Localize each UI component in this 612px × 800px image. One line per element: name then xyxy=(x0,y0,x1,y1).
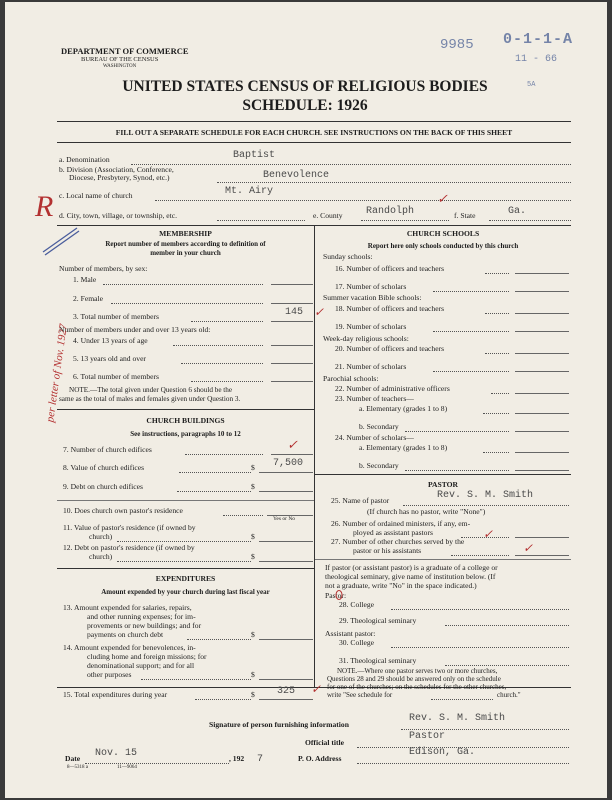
check-mark-ministers: ✓ xyxy=(483,527,494,541)
q26-label-2: ployed as assistant pastors xyxy=(353,528,433,537)
q13-label-4: payments on church debt xyxy=(87,630,164,639)
q12-answer-line xyxy=(259,561,313,562)
q11-answer-line xyxy=(259,541,313,542)
signature-line xyxy=(401,729,569,730)
buildings-title: CHURCH BUILDINGS xyxy=(146,416,225,425)
membership-title: MEMBERSHIP xyxy=(159,229,212,238)
q24-label: 24. Number of scholars— xyxy=(335,433,414,442)
q20-label: 20. Number of officers and teachers xyxy=(335,344,445,353)
graduate-instruction-3: not a graduate, write "No" in the space indicated.) xyxy=(325,581,477,590)
column-divider xyxy=(314,225,315,687)
q3-total-value: 145 xyxy=(285,307,304,318)
q20-dots xyxy=(485,353,509,354)
q6-total-label: 6. Total number of members xyxy=(73,372,160,381)
expenditures-title: EXPENDITURES xyxy=(155,574,216,583)
q2-female-label: 2. Female xyxy=(73,294,103,303)
q27-label-1: 27. Number of other churches served by the xyxy=(331,537,465,546)
q15-answer-line xyxy=(259,699,313,700)
q25-dots xyxy=(403,505,569,506)
pastor-note-3: for one of the churches; on the schedules for the other churches, xyxy=(327,683,507,691)
graduate-instruction-2: theological seminary, give name of institution below. (If xyxy=(325,572,496,581)
date-value: Nov. 15 xyxy=(95,748,138,759)
q7-answer-line xyxy=(271,454,313,455)
pastor-note-1: NOTE.—Where one pastor serves two or more churches, xyxy=(337,667,498,675)
margin-pen-strokes xyxy=(41,222,81,256)
check-mark-expenditures: ✓ xyxy=(311,682,322,696)
county-label: e. County xyxy=(313,211,343,220)
q17-label: 17. Number of scholars xyxy=(335,282,407,291)
expenditures-rule xyxy=(57,568,314,569)
year-digit: 7 xyxy=(257,754,264,765)
q13-label-1: 13. Amount expended for salaries, repairs, xyxy=(63,603,192,612)
q7-edifices-label: 7. Number of church edifices xyxy=(63,445,152,454)
q12-dots xyxy=(117,561,251,562)
q14-dots xyxy=(141,679,251,680)
q21-answer-line xyxy=(515,371,569,372)
q27-label-2: pastor or his assistants xyxy=(353,546,422,555)
pastor-note-2: Questions 28 and 29 should be answered only on the schedule xyxy=(327,675,501,683)
q1-answer-line xyxy=(271,284,313,285)
membership-note-2: same as the total of males and females given under Question 3. xyxy=(59,395,241,403)
po-address-line xyxy=(357,763,569,764)
department-name: DEPARTMENT OF COMMERCE xyxy=(61,46,189,56)
q18-answer-line xyxy=(515,313,569,314)
stamp-code: 0-1-1-A xyxy=(503,31,574,48)
q3-answer-line xyxy=(271,321,313,322)
q29-label: 29. Theological seminary xyxy=(339,616,417,625)
q3-dots xyxy=(191,321,263,322)
date-line xyxy=(85,763,229,764)
denomination-line xyxy=(131,164,571,165)
q15-dollar: $ xyxy=(251,690,255,699)
pastor-rule xyxy=(315,474,571,475)
q20-answer-line xyxy=(515,353,569,354)
check-mark-county: ✓ xyxy=(437,191,448,206)
pastor-name-value: Rev. S. M. Smith xyxy=(437,490,534,501)
state-value: Ga. xyxy=(508,206,527,217)
q8-dots xyxy=(179,472,251,473)
church-name-value: Mt. Airy xyxy=(225,186,274,197)
q14-answer-line xyxy=(259,679,313,680)
q30-dots xyxy=(391,647,569,648)
stamp-date: 11 - 66 xyxy=(515,54,558,65)
q4-dots xyxy=(173,345,263,346)
check-mark-other-churches: ✓ xyxy=(523,541,534,555)
church-name-label: c. Local name of church xyxy=(59,191,133,200)
signature-value: Rev. S. M. Smith xyxy=(409,713,506,724)
q13-answer-line xyxy=(259,639,313,640)
members-by-sex-label: Number of members, by sex: xyxy=(59,264,148,273)
q8-dollar: $ xyxy=(251,463,255,472)
q24a-dots xyxy=(483,452,509,453)
stamp-number: 9985 xyxy=(440,37,474,53)
q22-answer-line xyxy=(515,393,569,394)
q3-total-label: 3. Total number of members xyxy=(73,312,160,321)
state-line xyxy=(489,220,571,221)
q14-dollar: $ xyxy=(251,670,255,679)
q4-answer-line xyxy=(271,345,313,346)
schools-title: CHURCH SCHOOLS xyxy=(406,229,480,238)
city-label: d. City, town, village, or township, etc. xyxy=(59,211,178,220)
q15-dots xyxy=(195,699,251,700)
q10-residence-label: 10. Does church own pastor's residence xyxy=(63,506,183,515)
q1-male-label: 1. Male xyxy=(73,275,97,284)
bureau-name: BUREAU OF THE CENSUS xyxy=(81,56,159,63)
yes-no-hint: Yes or No xyxy=(273,516,296,522)
stamp-sub: 5A xyxy=(527,81,536,89)
signature-label: Signature of person furnishing information xyxy=(209,720,349,729)
schools-subtitle: Report here only schools conducted by this church xyxy=(367,242,519,250)
membership-subtitle-2: member in your church xyxy=(150,249,221,257)
po-address-label: P. O. Address xyxy=(298,754,342,763)
q29-dots xyxy=(445,625,569,626)
q15-total-value: 325 xyxy=(277,686,296,697)
schedule-year: SCHEDULE: 1926 xyxy=(242,97,368,114)
denomination-value: Baptist xyxy=(233,150,276,161)
q6-answer-line xyxy=(271,381,313,382)
date-label: Date xyxy=(65,754,81,763)
buildings-mid-rule xyxy=(57,500,314,501)
sunday-schools-label: Sunday schools: xyxy=(323,252,373,261)
census-schedule-sheet xyxy=(5,2,607,798)
q9-answer-line xyxy=(259,491,313,492)
header-rule-2 xyxy=(57,142,571,143)
q23a-dots xyxy=(483,413,509,414)
q31-dots xyxy=(445,665,569,666)
membership-subtitle-1: Report number of members according to definition of xyxy=(105,240,266,248)
q13-dots xyxy=(187,639,251,640)
county-line xyxy=(361,220,449,221)
margin-note: per letter of Nov. 1927 xyxy=(44,323,70,424)
form-instruction: FILL OUT A SEPARATE SCHEDULE FOR EACH CHURCH. SEE INSTRUCTIONS ON THE BACK OF THIS SHEET xyxy=(115,128,513,137)
q16-label: 16. Number of officers and teachers xyxy=(335,264,445,273)
q30-label: 30. College xyxy=(339,638,375,647)
graduate-instruction-1: If pastor (or assistant pastor) is a graduate of a college or xyxy=(325,563,498,572)
q21-dots xyxy=(433,371,509,372)
state-label: f. State xyxy=(454,211,476,220)
q24a-label: a. Elementary (grades 1 to 8) xyxy=(359,443,448,452)
q19-dots xyxy=(433,331,509,332)
weekday-schools-label: Week-day religious schools: xyxy=(323,334,409,343)
q11-dots xyxy=(117,541,251,542)
parochial-schools-label: Parochial schools: xyxy=(323,374,379,383)
q12-dollar: $ xyxy=(251,552,255,561)
division-label-2: Diocese, Presbytery, Synod, etc.) xyxy=(69,173,170,182)
q11-dollar: $ xyxy=(251,532,255,541)
q13-dollar: $ xyxy=(251,630,255,639)
q12-label-1: 12. Debt on pastor's residence (if owned by xyxy=(63,543,195,552)
q11-label-1: 11. Value of pastor's residence (if owned by xyxy=(63,523,196,532)
q8-value-label: 8. Value of church edifices xyxy=(63,463,145,472)
pastor-title: PASTOR xyxy=(427,480,459,489)
q23b-dots xyxy=(405,431,509,432)
header-rule xyxy=(57,121,571,122)
assistant-subheading: Assistant pastor: xyxy=(325,629,376,638)
q9-dots xyxy=(177,491,251,492)
q27-dots xyxy=(451,555,509,556)
q23a-label: a. Elementary (grades 1 to 8) xyxy=(359,404,448,413)
q23b-label: b. Secondary xyxy=(359,422,399,431)
q10-dots xyxy=(223,515,263,516)
membership-note-1: NOTE.—The total given under Question 6 should be the xyxy=(69,386,233,394)
expenditures-subtitle: Amount expended by your church during last fiscal year xyxy=(101,588,270,596)
q14-label-1: 14. Amount expended for benevolences, in- xyxy=(63,643,196,652)
county-value: Randolph xyxy=(366,206,415,217)
q15-total-label: 15. Total expenditures during year xyxy=(63,690,168,699)
q14-label-3: denominational support; and for all xyxy=(87,661,195,670)
pastor-note-blank xyxy=(431,699,493,700)
q22-dots xyxy=(491,393,509,394)
graduate-rule xyxy=(315,559,571,560)
q12-label-2: church) xyxy=(89,552,113,561)
q18-dots xyxy=(485,313,509,314)
q25-note: (If church has no pastor, write "None") xyxy=(367,507,486,516)
q28-dots xyxy=(391,609,569,610)
q16-answer-line xyxy=(515,273,569,274)
q13-label-2: and other running expenses; for im- xyxy=(87,612,196,621)
q14-label-4: other purposes xyxy=(87,670,132,679)
q21-label: 21. Number of scholars xyxy=(335,362,407,371)
q17-dots xyxy=(433,291,509,292)
q24b-answer-line xyxy=(515,470,569,471)
form-number: 8—5318 a xyxy=(67,765,88,770)
church-name-line xyxy=(155,200,571,201)
pastor-note-5: church." xyxy=(497,691,521,699)
q18-label: 18. Number of officers and teachers xyxy=(335,304,445,313)
q16-dots xyxy=(485,273,509,274)
q26-answer-line xyxy=(515,537,569,538)
q9-debt-label: 9. Debt on church edifices xyxy=(63,482,143,491)
check-mark-members: ✓ xyxy=(314,305,325,319)
q6-dots xyxy=(191,381,263,382)
division-value: Benevolence xyxy=(263,170,330,181)
q5-answer-line xyxy=(271,363,313,364)
division-label-1: b. Division (Association, Conference, xyxy=(59,165,174,174)
q11-label-2: church) xyxy=(89,532,113,541)
bureau-city: WASHINGTON xyxy=(103,64,137,69)
q7-dots xyxy=(185,454,263,455)
q1-dots xyxy=(103,284,263,285)
pastor-note-4: write "See schedule for xyxy=(327,691,393,699)
q26-label-1: 26. Number of ordained ministers, if any, em- xyxy=(331,519,471,528)
denomination-label: a. Denomination xyxy=(59,155,110,164)
check-mark-edifices: ✓ xyxy=(287,437,298,452)
q17-answer-line xyxy=(515,291,569,292)
q24b-label: b. Secondary xyxy=(359,461,399,470)
buildings-rule xyxy=(57,409,314,410)
q8-answer-line xyxy=(259,472,313,473)
circle-mark xyxy=(333,589,345,601)
official-title-value: Pastor xyxy=(409,731,446,742)
vacation-schools-label: Summer vacation Bible schools: xyxy=(323,293,422,302)
q24a-answer-line xyxy=(515,452,569,453)
division-line xyxy=(217,182,571,183)
q27-answer-line xyxy=(515,555,569,556)
buildings-subtitle: See instructions, paragraphs 10 to 12 xyxy=(130,430,241,438)
q4-under13-label: 4. Under 13 years of age xyxy=(73,336,148,345)
q23b-answer-line xyxy=(515,431,569,432)
q22-label: 22. Number of administrative officers xyxy=(335,384,450,393)
q9-dollar: $ xyxy=(251,482,255,491)
q19-label: 19. Number of scholars xyxy=(335,322,407,331)
form-title: UNITED STATES CENSUS OF RELIGIOUS BODIES xyxy=(122,78,488,95)
q28-label: 28. College xyxy=(339,600,375,609)
q23a-answer-line xyxy=(515,413,569,414)
year-prefix: , 192 xyxy=(229,754,245,763)
q24b-dots xyxy=(405,470,509,471)
q2-answer-line xyxy=(271,303,313,304)
po-address-value: Edison, Ga. xyxy=(409,747,476,758)
q23-label: 23. Number of teachers— xyxy=(335,394,414,403)
pastor-subheading: Pastor: xyxy=(325,591,347,600)
under-over-label: Number of members under and over 13 years old: xyxy=(59,325,211,334)
q2-dots xyxy=(111,303,263,304)
print-number: 11—9064 xyxy=(117,765,137,770)
q25-label: 25. Name of pastor xyxy=(331,496,390,505)
q5-over13-label: 5. 13 years old and over xyxy=(73,354,146,363)
official-title-label: Official title xyxy=(305,738,345,747)
q31-label: 31. Theological seminary xyxy=(339,656,417,665)
q14-label-2: cluding home and foreign missions; for xyxy=(87,652,207,661)
city-line xyxy=(217,220,305,221)
q19-answer-line xyxy=(515,331,569,332)
q5-dots xyxy=(181,363,263,364)
handwritten-initial: R xyxy=(35,190,54,223)
q13-label-3: provements or new buildings; and for xyxy=(87,621,202,630)
q8-value: 7,500 xyxy=(273,458,304,469)
